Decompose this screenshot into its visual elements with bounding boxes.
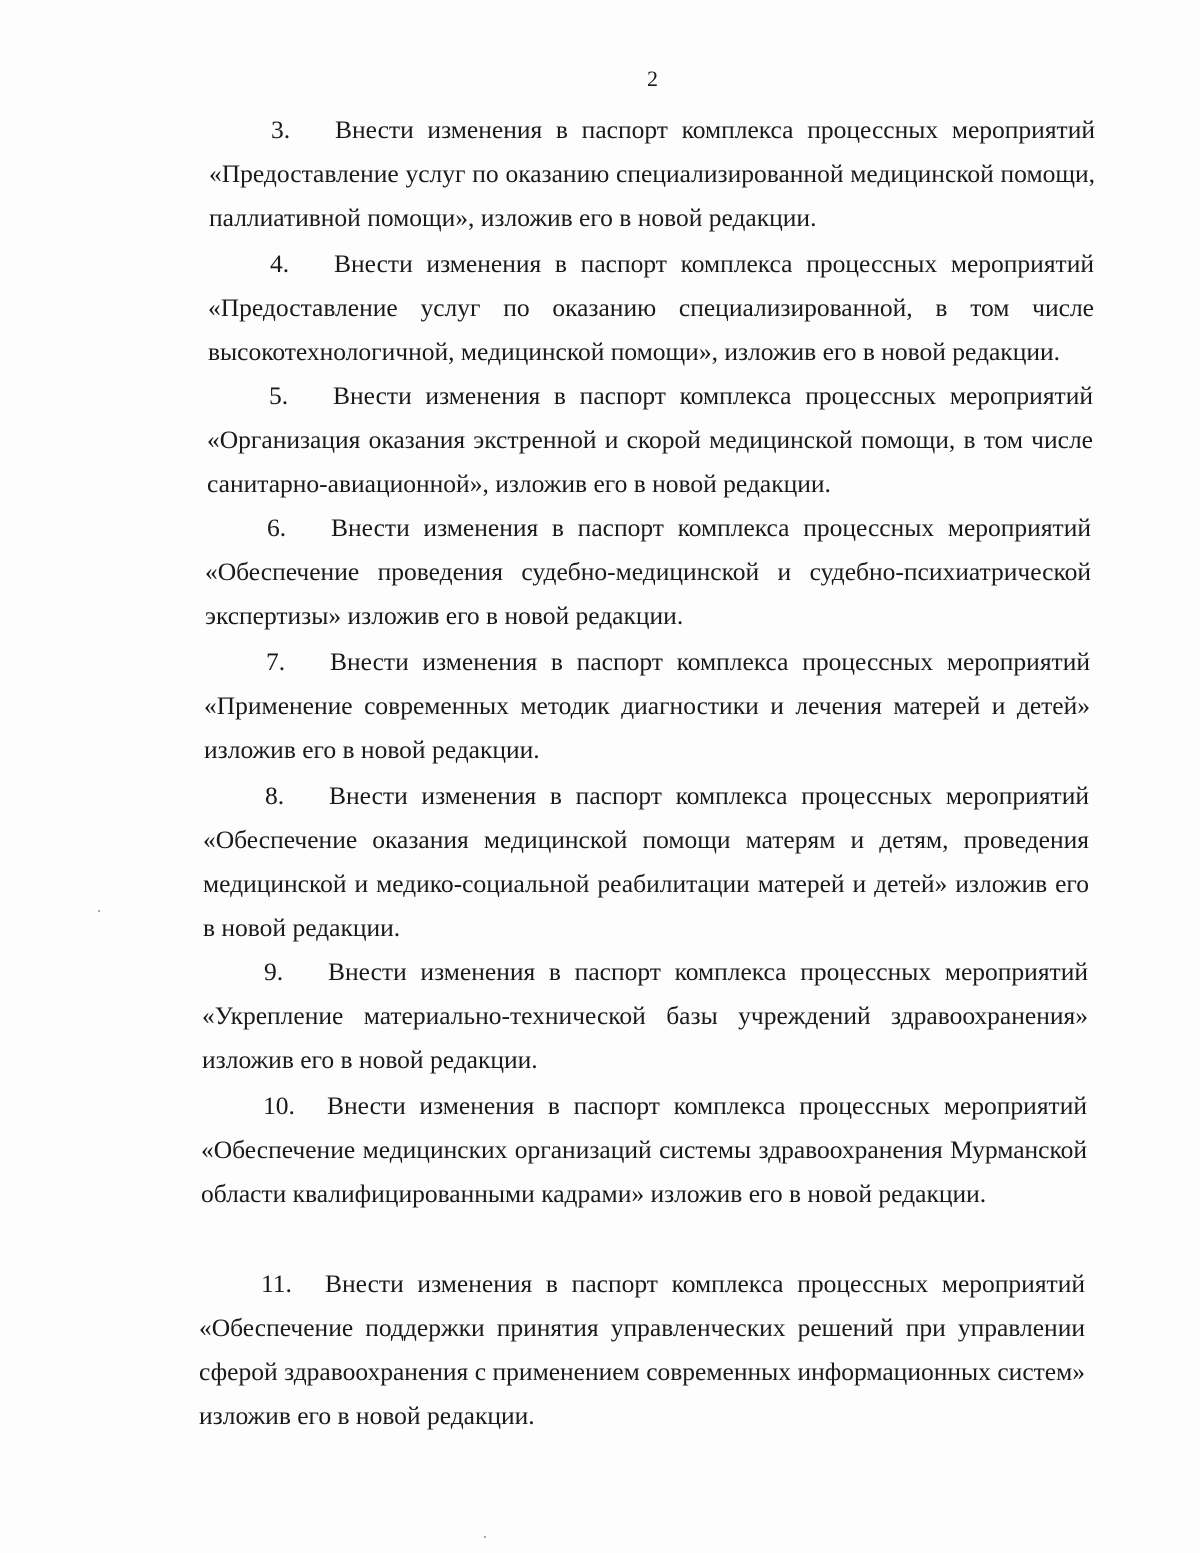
paragraph-text: Внести изменения в паспорт комплекса процессных мероприятий «Применение современных методик диагностики и лечения матерей и детей» изложив его в новой редакции. [204,647,1090,764]
paragraph-6 [205,506,1091,638]
paragraph-number: 4. [270,249,290,278]
paragraph-text: Внести изменения в паспорт комплекса процессных мероприятий «Обеспечение медицинских организаций системы здравоохранения Мурманской области квалифицированными кадрами» изложив его в новой редакции. [201,1091,1087,1208]
paragraph-text: Внести изменения в паспорт комплекса процессных мероприятий «Обеспечение оказания медицинской помощи матерям и детям, проведения медицинской и медико-социальной реабилитации матерей и детей» изложив его в новой редакции. [203,781,1089,942]
paragraph-number: 7. [266,647,286,676]
paragraph-9 [202,950,1088,1082]
paragraph-number: 6. [267,513,287,542]
paragraph-7 [204,640,1090,772]
paragraph-number: 8. [265,781,285,810]
paragraph-number: 5. [269,381,289,410]
page-number: 2 [647,66,658,91]
paragraph-text: Внести изменения в паспорт комплекса процессных мероприятий «Обеспечение проведения судебно-медицинской и судебно-психиатрической экспертизы» изложив его в новой редакции. [205,513,1091,630]
paragraph-number: 10. [263,1091,295,1120]
paragraph-10 [201,1084,1087,1216]
paragraph-3 [209,108,1095,240]
paragraph-text: Внести изменения в паспорт комплекса процессных мероприятий «Обеспечение поддержки принятия управленческих решений при управлении сферой здравоохранения с применением современных информационных систем» изложив его в новой редакции. [199,1269,1085,1430]
paragraph-11 [199,1262,1085,1438]
paragraph-4 [208,242,1094,374]
paragraph-number: 9. [264,957,284,986]
paragraph-number: 11. [261,1269,292,1298]
scan-speck [98,910,100,912]
paragraph-text: Внести изменения в паспорт комплекса процессных мероприятий «Организация оказания экстренной и скорой медицинской помощи, в том числе санитарно-авиационной», изложив его в новой редакции. [207,381,1093,498]
paragraph-text: Внести изменения в паспорт комплекса процессных мероприятий «Предоставление услуг по оказанию специализированной, в том числе высокотехнологичной, медицинской помощи», изложив его в новой редакции. [208,249,1094,366]
paragraph-number: 3. [271,115,291,144]
paragraph-8 [203,774,1089,950]
scan-speck [484,1536,486,1538]
paragraph-5 [207,374,1093,506]
paragraph-text: Внести изменения в паспорт комплекса процессных мероприятий «Предоставление услуг по оказанию специализированной медицинской помощи, паллиативной помощи», изложив его в новой редакции. [209,115,1095,232]
paragraph-text: Внести изменения в паспорт комплекса процессных мероприятий «Укрепление материально-технической базы учреждений здравоохранения» изложив его в новой редакции. [202,957,1088,1074]
